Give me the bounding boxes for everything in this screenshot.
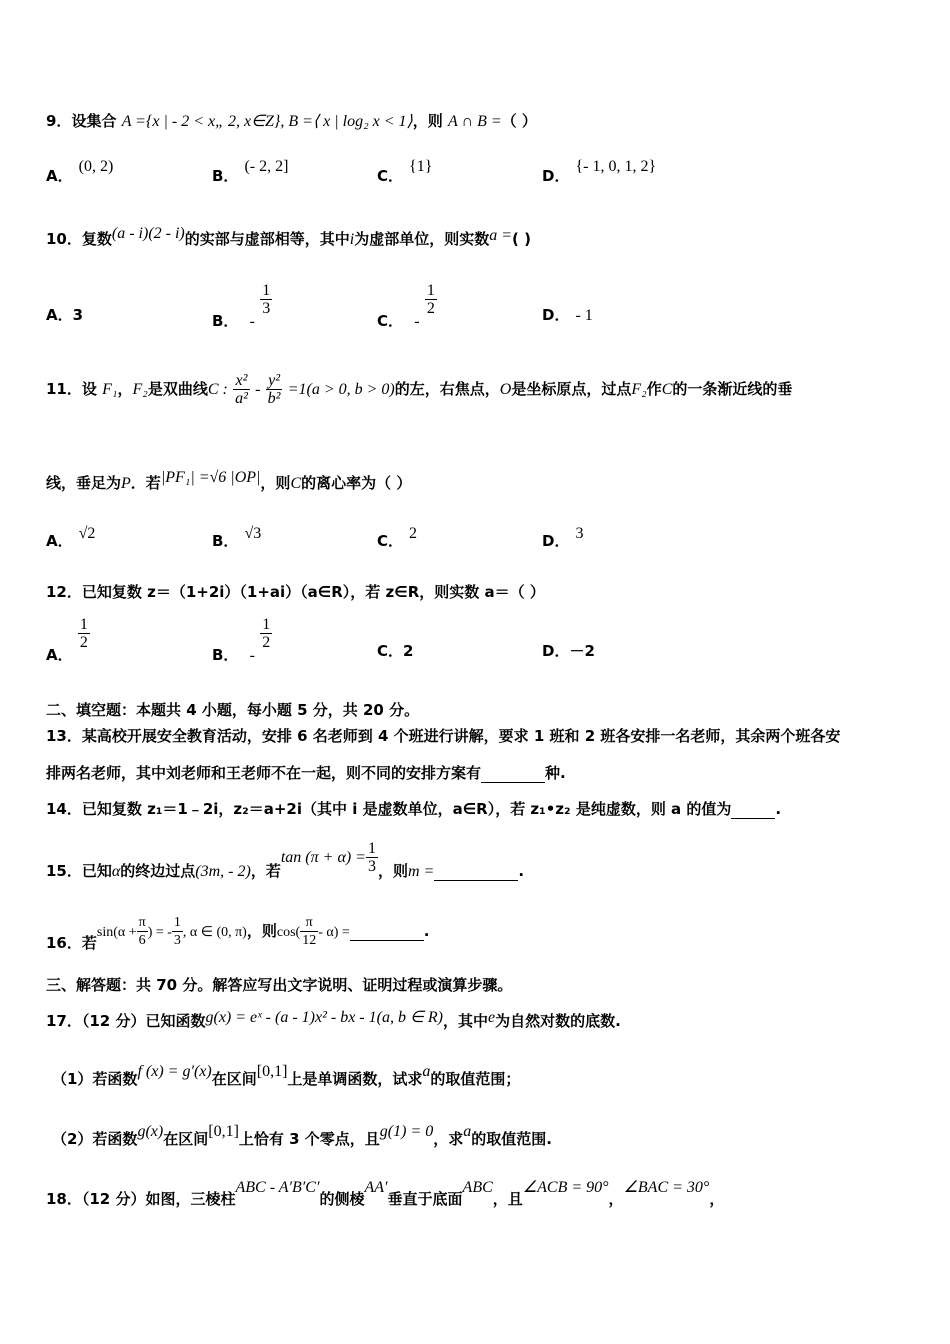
q9-tail: ，则 <box>412 112 443 130</box>
q11-y-fraction: $\frac{\text{y²}}{\text{b²}}$ <box>267 372 281 407</box>
question-14: 14．已知复数 z₁＝1﹣2i，z₂＝a+2i（其中 i 是虚数单位，a∈R），若 z₁•z₂ 是纯虚数，则 a 的值为 . <box>46 800 782 818</box>
question-17-part2: （2）若函数g(x)在区间[0,1]上恰有 3 个零点，且g(1) = 0，求a的取值范围. <box>52 1123 552 1148</box>
q9-number: 9． <box>46 112 72 130</box>
q10-paren: ( ) <box>512 230 531 248</box>
question-11: 11．设 F₁，F₂是双曲线C : $\frac{\text{x²}}{\text{a²}}$ - $\frac{\text{y²}}{\text{b²}}$ =1(a > 0, b > 0)的左，右焦点，O是坐标原点，过点F₂作C的一条渐近线的垂 <box>46 372 793 407</box>
question-13-line2: 排两名老师，其中刘老师和王老师不在一起，则不同的安排方案有 种. <box>46 764 566 782</box>
q11-f2: F₂ <box>132 381 148 398</box>
q10-number: 10． <box>46 230 82 248</box>
question-11-line2: 线，垂足为P．若|PF₁| =√6 |OP|，则C的离心率为（ ） <box>46 469 412 492</box>
q15-answer-blank[interactable] <box>434 862 518 881</box>
q10-c-fraction: $\frac{1}{2}$ <box>426 282 435 317</box>
q12-b-fraction: $\frac{1}{2}$ <box>262 616 271 651</box>
question-17: 17．（12 分）已知函数g(x) = eˣ - (a - 1)x² - bx - 1(a, b ∈ R)，其中e为自然对数的底数. <box>46 1009 621 1030</box>
question-17-part1: （1）若函数f (x) = g′(x)在区间[0,1]上是单调函数，试求a的取值范围； <box>52 1063 521 1088</box>
question-16: 16．若sin(α + $\frac{\pi}{6}$ ) = - $\frac{1}{3}$ , α ∈ (0, π)，则cos( $\frac{\pi}{12}$ - α) = . <box>46 915 430 952</box>
q17-function: g(x) = eˣ - (a - 1)x² - bx - 1(a, b ∈ R) <box>205 1009 443 1026</box>
q9-option-a[interactable]: A．(0, 2) <box>46 158 114 185</box>
q10-option-a[interactable]: A．3 <box>46 306 84 324</box>
q10-option-c[interactable]: C． - $\frac{1}{2}$ <box>377 282 435 330</box>
q15-fraction: $\frac{1}{3}$ <box>367 840 376 875</box>
q14-answer-blank[interactable] <box>731 800 775 819</box>
q11-eccentricity-condition: |PF₁| =√6 |OP| <box>160 469 261 486</box>
q11-option-c[interactable]: C． 2 <box>377 525 418 550</box>
question-15: 15．已知α的终边过点(3m, - 2)，若tan (π + α) = $\frac{1}{3}$ ，则m = . <box>46 840 525 880</box>
q9-option-c[interactable]: C．{1} <box>377 158 433 185</box>
section-2-heading: 二、填空题：本题共 4 小题，每小题 5 分，共 20 分。 <box>46 701 420 719</box>
q10-i: i <box>349 231 355 248</box>
q12-option-c[interactable]: C．2 <box>377 642 414 660</box>
q12-option-d[interactable]: D．－2 <box>542 642 595 660</box>
q9-option-b[interactable]: B．(- 2, 2] <box>212 158 289 185</box>
q10-option-d[interactable]: D． - 1 <box>542 306 593 324</box>
q9-set-expression: A ={x | - 2 < x„ 2, x∈Z}, B =⟨ x | log₂ x < 1⟩ <box>121 113 413 130</box>
question-18: 18．（12 分）如图，三棱柱ABC - A′B′C′的侧棱AA′垂直于底面ABC，且∠ACB = 90°，∠BAC = 30°， <box>46 1179 725 1208</box>
q16-answer-blank[interactable] <box>350 922 424 941</box>
q9-paren: （ ） <box>501 112 537 130</box>
q12-option-a[interactable]: A． $\frac{1}{2}$ <box>46 616 88 664</box>
question-12: 12．已知复数 z＝（1+2i）（1+ai）（a∈R），若 z∈R，则实数 a＝（ ） <box>46 583 545 601</box>
q10-b-fraction: $\frac{1}{3}$ <box>262 282 271 317</box>
question-9 <box>46 110 910 131</box>
q12-option-b[interactable]: B． - $\frac{1}{2}$ <box>212 616 271 664</box>
q10-var: a = <box>489 227 513 244</box>
q10-mid2: 为虚部单位，则实数 <box>354 230 490 248</box>
q11-option-b[interactable]: B． √3 <box>212 525 262 550</box>
q11-f1: F₁ <box>102 381 118 398</box>
q9-option-d[interactable]: D．{- 1, 0, 1, 2} <box>542 158 657 185</box>
q10-option-b[interactable]: B． - $\frac{1}{3}$ <box>212 282 271 330</box>
q11-option-a[interactable]: A． √2 <box>46 525 96 550</box>
q10-expression: (a - i)(2 - i) <box>111 225 185 242</box>
q12-a-fraction: $\frac{1}{2}$ <box>79 616 88 651</box>
question-13-line1: 13．某高校开展安全教育活动，安排 6 名老师到 4 个班进行讲解，要求 1 班和 2 班各安排一名老师，其余两个班各安 <box>46 727 841 745</box>
q13-answer-blank[interactable] <box>481 764 545 783</box>
question-10 <box>46 225 910 249</box>
section-3-heading: 三、解答题：共 70 分。解答应写出文字说明、证明过程或演算步骤。 <box>46 976 513 994</box>
q11-condition: =1(a > 0, b > 0) <box>287 381 395 398</box>
q10-mid: 的实部与虚部相等，其中 <box>184 230 350 248</box>
q9-ask: A ∩ B = <box>448 113 502 130</box>
q11-x-fraction: $\frac{\text{x²}}{\text{a²}}$ <box>235 372 248 407</box>
q10-lead: 复数 <box>81 230 112 248</box>
q11-option-d[interactable]: D． 3 <box>542 525 584 550</box>
q9-lead: 设集合 <box>71 112 117 130</box>
